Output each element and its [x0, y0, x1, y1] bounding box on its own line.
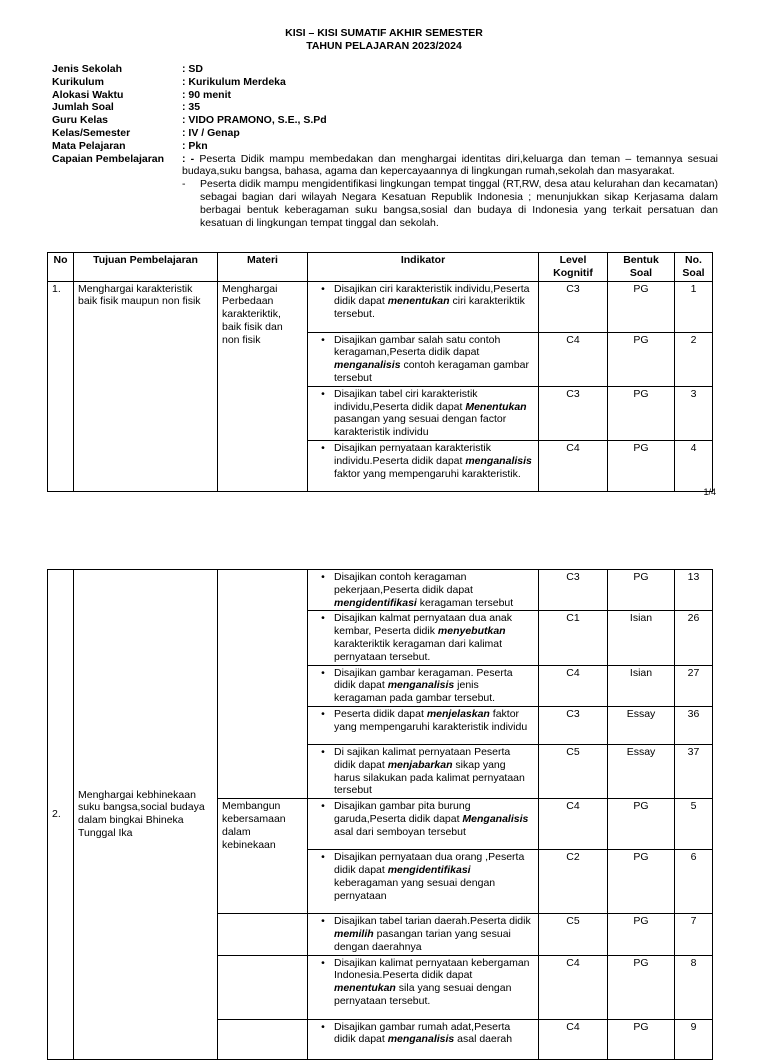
meta-block: [52, 63, 718, 229]
capaian-item-2: Peserta didik mampu mengidentifikasi lingkungan tempat tinggal (RT,RW, desa atau kelurahan dan kecamatan) sebagai bagian dari wilayah Negara Kesatuan Republik Indonesia ; menunjukkan sikap Kerjasama dalam berbagai bentuk keberagaman suku bangsa,sosial dan budaya di Indonesia yang terkait persatuan dan kesatuan di lingkungan tempat tinggal dan sekolah.: [200, 178, 718, 229]
table-row: • Disajikan gambar salah satu contoh keragaman,Peserta didik dapat menganalisis contoh keragaman gambar tersebut C4 PG 2: [48, 332, 713, 386]
table-row: • Disajikan tabel ciri karakteristik individu,Peserta didik dapat Menentukan pasangan yang sesuai dengan factor karakteristik individu C3 PG 3: [48, 386, 713, 440]
table-header-row: No Tujuan Pembelajaran Materi Indikator Level Kognitif Bentuk Soal No. Soal: [48, 253, 713, 282]
meta-row: Kurikulum : Kurikulum Merdeka: [52, 75, 286, 88]
page-number: 1/4: [703, 487, 716, 497]
kisi-table-page-1: [47, 252, 713, 492]
meta-row: Guru Kelas : VIDO PRAMONO, S.E., S.Pd: [52, 114, 327, 127]
document-subtitle: TAHUN PELAJARAN 2023/2024: [306, 40, 462, 52]
table-row: • Peserta didik dapat menjelaskan faktor yang mempengaruhi karakteristik individu C3 Essay 36: [48, 706, 713, 744]
page-2: [0, 569, 768, 1046]
page-1: [0, 0, 768, 500]
table-row: • Disajikan pernyataan karakteristik individu.Peserta didik dapat menganalisis faktor yang mempengaruhi karakteristik. C4 PG 4: [48, 440, 713, 491]
table-row: • Disajikan gambar keragaman. Peserta didik dapat menganalisis jenis keragaman pada gambar tersebut. C4 Isian 27: [48, 665, 713, 706]
table-row: • Disajikan kalmat pernyataan dua anak kembar, Peserta didik menyebutkan karakteriktik keragaman dari kalimat pernyataan tersebut. C1 Isian 26: [48, 611, 713, 665]
capaian-row: Capaian Pembelajaran : - Peserta Didik mampu membedakan dan menghargai identitas diri,keluarga dan teman – temannya sesuai budaya,suku bangsa, bahasa, agama dan kepercayaannya di lingkungan rumah,sekolah dan masyarakat. - Peserta didik mampu mengidentifikasi lingkungan tempat tinggal (RT,RW, desa atau kelurahan dan kecamatan) sebagai bagian dari wilayah Negara Kesatuan Republik Indonesia ; menunjukkan sikap Kerjasama dalam berbagai bentuk keberagaman suku bangsa,sosial dan budaya di Indonesia yang terkait persatuan dan kesatuan di lingkungan tempat tinggal dan sekolah.: [52, 152, 718, 229]
table-row: • Di sajikan kalimat pernyataan Peserta didik dapat menjabarkan sikap yang harus silakukan pada kalimat pernyataan tersebut C5 Essay 37: [48, 744, 713, 798]
document-title: KISI – KISI SUMATIF AKHIR SEMESTER: [285, 27, 483, 39]
table-row: 1. Menghargai karakteristik baik fisik maupun non fisik Menghargai Perbedaan karakteriktik, baik fisik dan non fisik • Disajikan ciri karakteristik individu,Peserta didik dapat menentukan ciri karakteriktik tersebut. C3 PG 1: [48, 281, 713, 332]
meta-row: Alokasi Waktu : 90 menit: [52, 88, 232, 101]
meta-row: Mata Pelajaran : Pkn: [52, 139, 208, 152]
meta-row: Jumlah Soal : 35: [52, 101, 201, 114]
table-row: • Disajikan pernyataan dua orang ,Peserta didik dapat mengidentifikasi keberagaman yang sesuai dengan pernyataan C2 PG 6: [48, 850, 713, 914]
meta-row: Jenis Sekolah : SD: [52, 63, 203, 75]
table-row: • Disajikan tabel tarian daerah.Peserta didik memilih pasangan tarian yang sesuai dengan daerahnya C5 PG 7: [48, 914, 713, 955]
kisi-table-page-2: [47, 569, 713, 1060]
capaian-item-1: Peserta Didik mampu membedakan dan menghargai identitas diri,keluarga dan teman – temannya sesuai budaya,suku bangsa, bahasa, agama dan kepercayaannya di lingkungan rumah,sekolah dan masyarakat.: [182, 152, 718, 178]
table-row: 2. Menghargai kebhinekaan suku bangsa,social budaya dalam bingkai Bhineka Tunggal Ika • Disajikan contoh keragaman pekerjaan,Peserta didik dapat mengidentifikasi keragaman tersebut C3 PG 13: [48, 570, 713, 611]
table-row: Membangun kebersamaan dalam kebinekaan • Disajikan gambar pita burung garuda,Peserta didik dapat Menganalisis asal dari semboyan tersebut C4 PG 5: [48, 799, 713, 850]
meta-row: Kelas/Semester : IV / Genap: [52, 126, 240, 139]
table-row: • Disajikan kalimat pernyataan kebergaman Indonesia.Peserta didik dapat menentukan sila yang sesuai dengan pernyataan tersebut. C4 PG 8: [48, 955, 713, 1019]
table-row: • Disajikan gambar rumah adat,Peserta didik dapat menganalisis asal daerah C4 PG 9: [48, 1019, 713, 1059]
